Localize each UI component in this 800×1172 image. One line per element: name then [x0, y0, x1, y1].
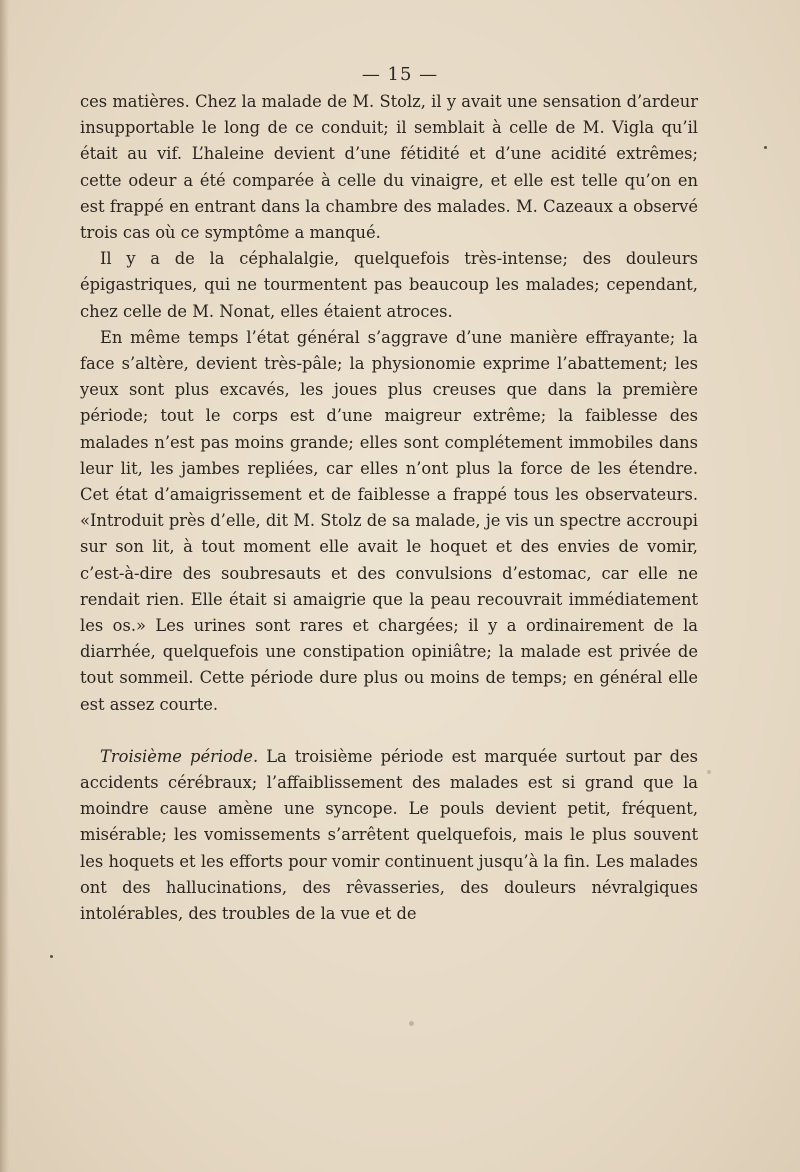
section-paragraph	[80, 744, 698, 927]
page-number: — 15 —	[361, 64, 439, 85]
page-binding-edge	[0, 0, 9, 1172]
ink-speck	[50, 955, 53, 958]
section-title: Troisième période.	[100, 746, 259, 766]
paper-stain	[409, 1021, 414, 1026]
body-text	[80, 89, 698, 927]
paper-stain	[707, 770, 711, 774]
ink-speck	[764, 146, 767, 149]
paragraph: Il y a de la céphalalgie, quelquefois très-intense; des douleurs épigastriques, qui ne tourmentent pas beaucoup les malades; cependant, chez celle de M. Nonat, elles étaient atroces.	[80, 249, 698, 321]
paragraph: En même temps l’état général s’aggrave d’une manière effrayante; la face s’altère, devient très-pâle; la physionomie exprime l’abattement; les yeux sont plus excavés, les joues plus creuses que dans la première période; tout le corps est d’une maigreur extrême; la faiblesse des malades n’est pas moins grande; elles sont complétement immobiles dans leur lit, les jambes repliées, car elles n’ont plus la force de les étendre. Cet état d’amaigrissement et de faiblesse a frappé tous les observateurs. «Introduit près d’elle, dit M. Stolz de sa malade, je vis un spectre accroupi sur son lit, à tout moment elle avait le hoquet et des envies de vomir, c’est-à-dire des soubresauts et des convulsions d’estomac, car elle ne rendait rien. Elle était si amaigrie que la peau recouvrait immédiatement les os.» Les urines sont rares et chargées; il y a ordinairement de la diarrhée, quelquefois une constipation opiniâtre; la malade est privée de tout sommeil. Cette période dure plus ou moins de temps; en général elle est assez courte.	[80, 327, 698, 714]
section-text: La troisième période est marquée surtout par des accidents cérébraux; l’affaiblissement des malades est si grand que la moindre cause amène une syncope. Le pouls devient petit, fréquent, misérable; les vomissements s’arrêtent quelquefois, mais le plus souvent les hoquets et les efforts pour vomir continuent jusqu’à la fin. Les malades ont des hallucinations, des rêvasseries, des douleurs névralgiques intolérables, des troubles de la vue et de	[80, 746, 698, 924]
paragraph: ces matières. Chez la malade de M. Stolz, il y avait une sensation d’ardeur insupportable le long de ce conduit; il semblait à celle de M. Vigla qu’il était au vif. L’haleine devient d’une fétidité et d’une acidité extrêmes; cette odeur a été comparée à celle du vinaigre, et elle est telle qu’on en est frappé en entrant dans la chambre des malades. M. Cazeaux a observé trois cas où ce symptôme a manqué.	[80, 92, 698, 243]
